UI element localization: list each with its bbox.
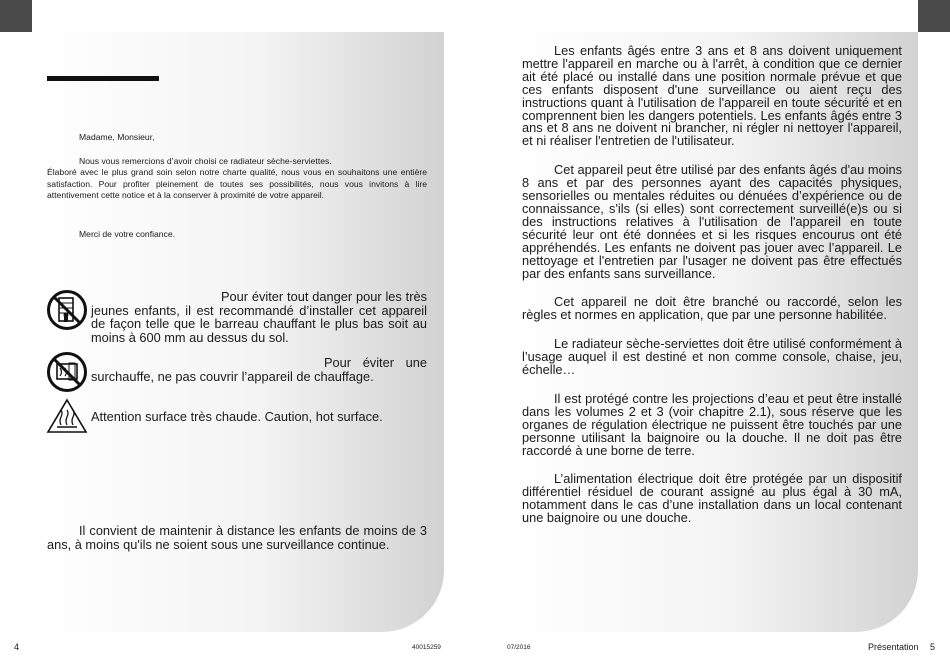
children-distance-paragraph	[47, 524, 427, 551]
letter-thanks	[47, 229, 427, 240]
warning-overheat	[91, 356, 427, 383]
salutation: Madame, Monsieur,	[79, 132, 155, 142]
right-paragraph-5: Il est protégé contre les projections d’eau et peut être installé dans les volumes 2 et 3 (voir chapitre 2.1), sous réserve que les organes de régulation électrique ne puissent être touchés par une personne utilisant la baignoire ou la douche. Il ne doit pas être raccordé à une borne de terre.	[522, 390, 902, 458]
thanks: Merci de votre confiance.	[79, 229, 176, 239]
right-paragraph-3: Cet appareil ne doit être branché ou raccordé, selon les règles et normes en application, que par une personne habilitée.	[522, 294, 902, 323]
document-reference: 40015259	[412, 644, 441, 651]
letter-body	[47, 156, 427, 202]
section-label: Présentation	[868, 642, 919, 652]
warning-children-height	[91, 290, 427, 344]
hot-surface-icon	[46, 398, 88, 434]
corner-tab-left	[0, 0, 32, 32]
no-child-icon	[46, 289, 88, 331]
letter-salutation	[47, 132, 427, 143]
children-left-text: Il convient de maintenir à distance les enfants de moins de 3 ans, à moins qu'ils ne soient sous une surveillance continue.	[47, 523, 427, 552]
right-paragraph-1: Les enfants âgés entre 3 ans et 8 ans doivent uniquement mettre l'appareil en marche ou à l'arrêt, à condition que ce dernier ait été placé ou installé dans une position normale prévue et que ces enfants disposent d'une surveillance ou aient reçu des instructions quant à l'utilisation de l'appareil en toute sécurité et en comprennent bien les dangers potentiels. Les enfants âgés entre 3 ans et 8 ans ne doivent ni brancher, ni régler ni nettoyer l'appareil, et ni réaliser l'entretien de l'utilisateur.	[522, 43, 902, 149]
do-not-cover-icon	[46, 351, 88, 393]
corner-tab-right	[918, 0, 950, 32]
document-date: 07/2016	[507, 644, 531, 651]
right-paragraph-4: Le radiateur sèche-serviettes doit être utilisé conformément à l’usage auquel il est destiné et non comme console, chaise, jeu, échelle…	[522, 336, 902, 378]
right-paragraph-2: Cet appareil peut être utilisé par des enfants âgés d'au moins 8 ans et par des personnes ayant des capacités physiques, sensorielles ou mentales réduites ou dénuées d’expérience ou de connaissance, s'ils (si elles) sont correctement surveillé(e)s ou si des instructions relatives à l'utilisation de l'appareil en toute sécurité leur ont été données et si les risques encourus ont été appréhendés. Les enfants ne doivent pas jouer avec l’appareil. Le nettoyage et l'entretien par l'usager ne doivent pas être effectués par des enfants sans surveillance.	[522, 162, 902, 281]
page-number-right: 5	[930, 642, 936, 652]
warning-hot-surface	[91, 410, 427, 424]
warning-text-1: Pour éviter tout danger pour les très jeunes enfants, il est recommandé d’installer cet appareil de façon telle que le barreau chauffant le plus bas soit au moins à 600 mm au dessus du sol.	[91, 289, 427, 345]
warning-text-2: Pour éviter une surchauffe, ne pas couvrir l’appareil de chauffage.	[91, 355, 427, 384]
right-paragraph-6: L’alimentation électrique doit être protégée par un dispositif différentiel résiduel de courant assigné au plus égal à 30 mA, notamment dans le cas d’une installation dans un local contenant une baignoire ou une douche.	[522, 471, 902, 526]
letter-line-1: Nous vous remercions d’avoir choisi ce radiateur sèche-serviettes.	[79, 156, 332, 166]
title-rule	[47, 76, 159, 81]
letter-line-2: Élaboré avec le plus grand soin selon notre charte qualité, nous vous en souhaitons une entière satisfaction. Pour profiter pleinement de toutes ses possibilités, nous vous invitons à lire attentivement cette notice et à la conserver à proximité de votre appareil.	[47, 167, 427, 201]
warning-text-3: Attention surface très chaude. Caution, hot surface.	[91, 409, 383, 424]
right-column	[522, 45, 902, 541]
page-number-left: 4	[14, 642, 20, 652]
